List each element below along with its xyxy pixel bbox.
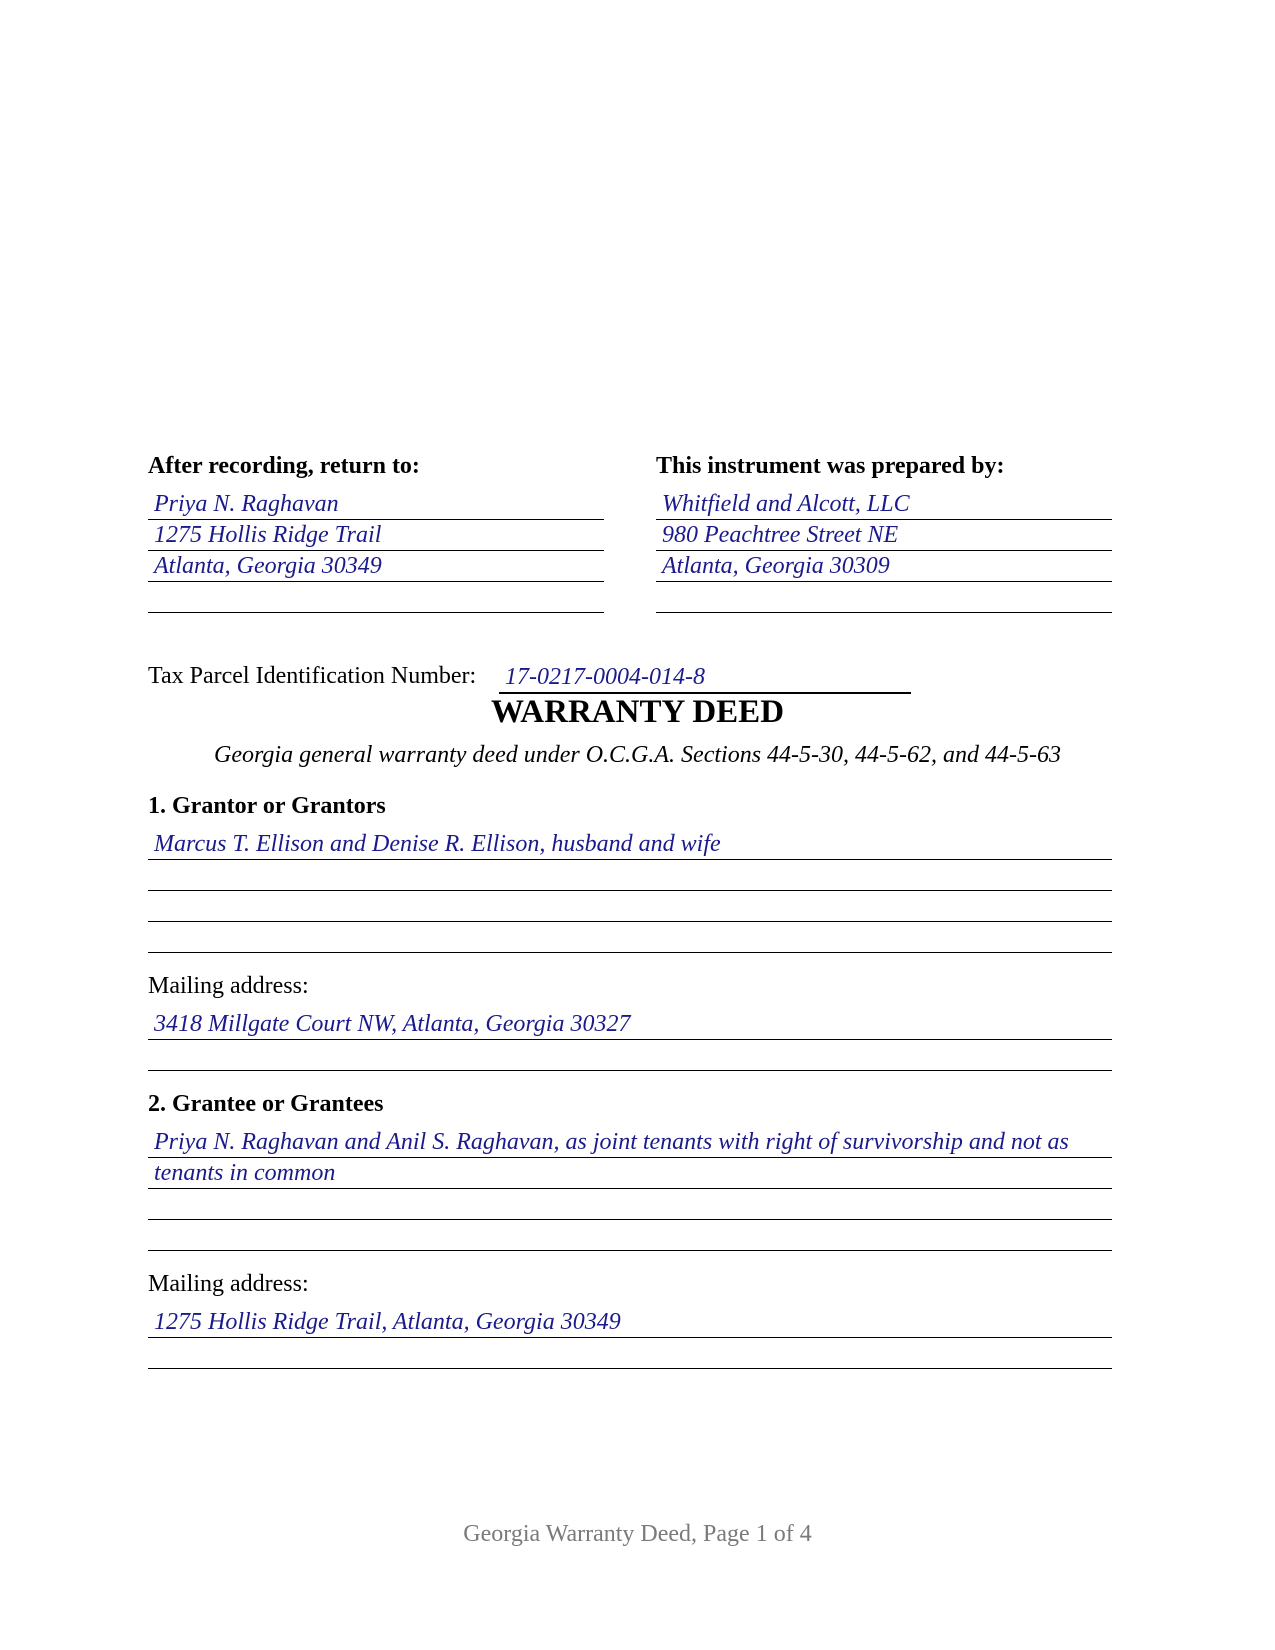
grantee-mailing-label: Mailing address:	[148, 1271, 309, 1297]
grantee-line-1[interactable]: Priya N. Raghavan and Anil S. Raghavan, as joint tenants with right of survivorship and not as	[148, 1127, 1112, 1158]
tax-parcel-field[interactable]: 17-0217-0004-014-8	[499, 662, 911, 694]
grantor-line-4[interactable]	[148, 922, 1112, 953]
grantee-heading: 2. Grantee or Grantees	[148, 1091, 384, 1117]
document-title: WARRANTY DEED	[490, 694, 785, 730]
return-to-line-3[interactable]: Atlanta, Georgia 30349	[148, 551, 604, 582]
grantor-line-2[interactable]	[148, 860, 1112, 891]
grantor-mailing-line-2[interactable]	[148, 1040, 1112, 1071]
grantee-mailing-line-2[interactable]	[148, 1338, 1112, 1369]
prepared-by-line-4[interactable]	[656, 582, 1112, 613]
document-subtitle: Georgia general warranty deed under O.C.G.A. Sections 44-5-30, 44-5-62, and 44-5-63	[214, 742, 1061, 768]
return-to-line-4[interactable]	[148, 582, 604, 613]
grantor-line-1[interactable]: Marcus T. Ellison and Denise R. Ellison, husband and wife	[148, 829, 1112, 860]
grantor-mailing-line-1[interactable]: 3418 Millgate Court NW, Atlanta, Georgia 30327	[148, 1009, 1112, 1040]
page-footer: Georgia Warranty Deed, Page 1 of 4	[463, 1521, 812, 1547]
grantee-line-2[interactable]: tenants in common	[148, 1158, 1112, 1189]
return-to-line-1[interactable]: Priya N. Raghavan	[148, 489, 604, 520]
return-to-heading: After recording, return to:	[148, 453, 420, 479]
prepared-by-line-1[interactable]: Whitfield and Alcott, LLC	[656, 489, 1112, 520]
grantee-line-4[interactable]	[148, 1220, 1112, 1251]
grantor-mailing-label: Mailing address:	[148, 973, 309, 999]
prepared-by-heading: This instrument was prepared by:	[656, 453, 1005, 479]
prepared-by-line-3[interactable]: Atlanta, Georgia 30309	[656, 551, 1112, 582]
return-to-line-2[interactable]: 1275 Hollis Ridge Trail	[148, 520, 604, 551]
grantor-heading: 1. Grantor or Grantors	[148, 793, 386, 819]
tax-parcel-label: Tax Parcel Identification Number:	[148, 663, 477, 689]
grantee-line-3[interactable]	[148, 1189, 1112, 1220]
grantor-line-3[interactable]	[148, 891, 1112, 922]
grantee-mailing-line-1[interactable]: 1275 Hollis Ridge Trail, Atlanta, Georgia 30349	[148, 1307, 1112, 1338]
prepared-by-line-2[interactable]: 980 Peachtree Street NE	[656, 520, 1112, 551]
